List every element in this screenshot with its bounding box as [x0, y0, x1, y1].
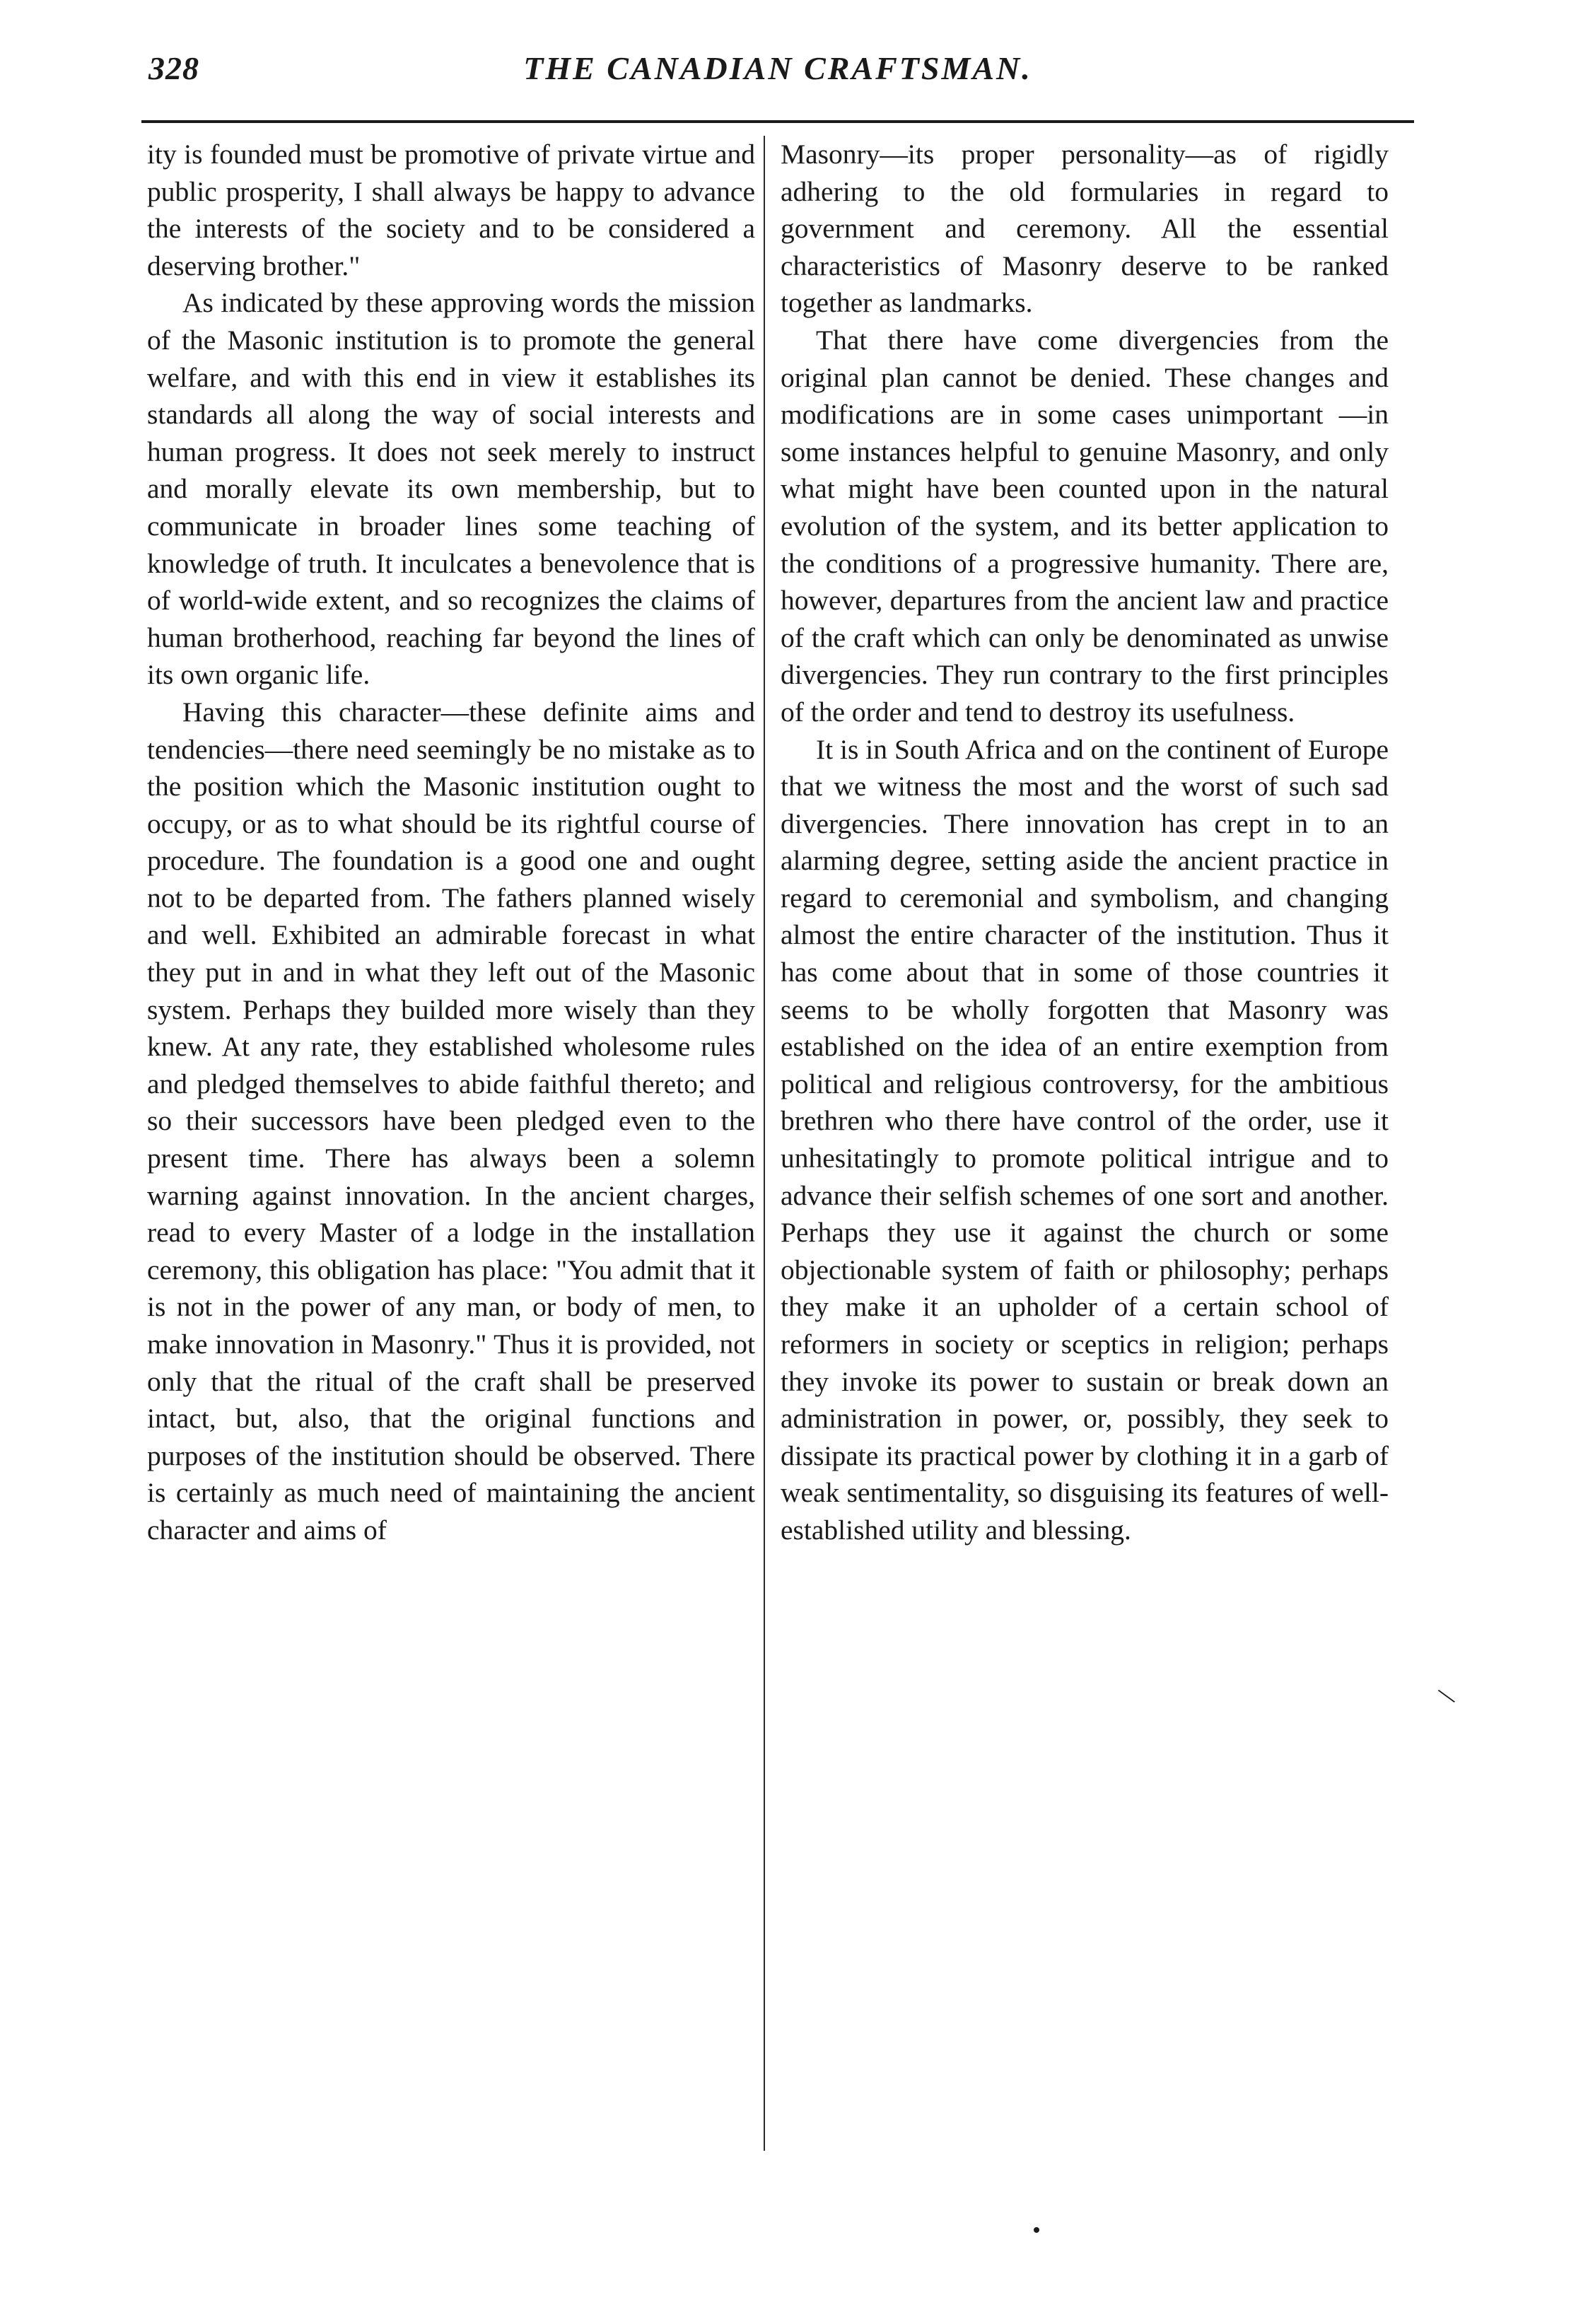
page-header: [148, 42, 1407, 106]
paragraph-left-1: ity is founded must be promotive of private virtue and public prosperity, I shall always be happy to advance the interests of the society and to be considered a deserving brother.": [147, 139, 755, 281]
paragraph-left-3: Having this character—these definite aims and tendencies—there need seemingly be no mistake as to the position which the Masonic institution ought to occupy, or as to what should be its rightful course of procedure. The foundation is a good one and ought not to be departed from. The fathers planned wisely and well. Exhibited an admirable forecast in what they put in and in what they left out of the Masonic system. Perhaps they builded more wisely than they knew. At any rate, they established wholesome rules and pledged themselves to abide faithful thereto; and so their successors have been pledged even to the present time. There has always been a solemn warning against innovation. In the ancient charges, read to every Master of a lodge in the installation ceremony, this obligation has place: "You admit that it is not in the power of any man, or body of men, to make innovation in Masonry." Thus it is provided, not only that the ritual of the craft shall be preserved intact, but, also, that the original functions and purposes of the institution should be observed. There is certainly as much need of maintaining the ancient character and aims of: [147, 696, 755, 1546]
column-divider: [764, 136, 765, 2151]
left-column: [147, 136, 755, 1549]
running-title: THE CANADIAN CRAFTSMAN.: [523, 50, 1032, 86]
right-column: [781, 136, 1389, 1549]
page-number: 328: [148, 50, 199, 86]
header-rule: [141, 120, 1414, 123]
paragraph-right-1: Masonry—its proper personality—as of rigidly adhering to the old formularies in regard to government and ceremony. All the essential characteristics of Masonry deserve to be ranked together as landmarks.: [781, 139, 1389, 319]
stray-ink-mark: \: [1434, 1680, 1459, 1712]
bottom-ink-dot: [1034, 2227, 1039, 2233]
paragraph-right-3: It is in South Africa and on the continent of Europe that we witness the most and the worst of such sad divergencies. There innovation has crept in to an alarming degree, setting aside the ancient practice in regard to ceremonial and symbolism, and changing almost the entire character of the institution. Thus it has come about that in some of those countries it seems to be wholly forgotten that Masonry was established on the idea of an entire exemption from political and religious controversy, for the ambitious brethren who there have control of the order, use it unhesitatingly to promote political intrigue and to advance their selfish schemes of one sort and another. Perhaps they use it against the church or some objectionable system of faith or philosophy; perhaps they make it an upholder of a certain school of reformers in society or sceptics in religion; perhaps they invoke its power to sustain or break down an administration in power, or, possibly, they seek to dissipate its practical power by clothing it in a garb of weak sentimentality, so disguising its features of well-established utility and blessing.: [781, 733, 1389, 1546]
paragraph-right-2: That there have come divergencies from the original plan cannot be denied. These changes and modifications are in some cases unimportant —in some instances helpful to genuine Masonry, and only what might have been counted upon in the natural evolution of the system, and its better application to the conditions of a progressive humanity. There are, however, departures from the ancient law and practice of the craft which can only be denominated as unwise divergencies. They run contrary to the first principles of the order and tend to destroy its usefulness.: [781, 324, 1389, 728]
paragraph-left-2: As indicated by these approving words the mission of the Masonic institution is to promote the general welfare, and with this end in view it establishes its standards all along the way of social interests and human progress. It does not seek merely to instruct and morally elevate its own membership, but to communicate in broader lines some teaching of knowledge of truth. It inculcates a benevolence that is of world-wide extent, and so recognizes the claims of human brotherhood, reaching far beyond the lines of its own organic life.: [147, 287, 755, 691]
